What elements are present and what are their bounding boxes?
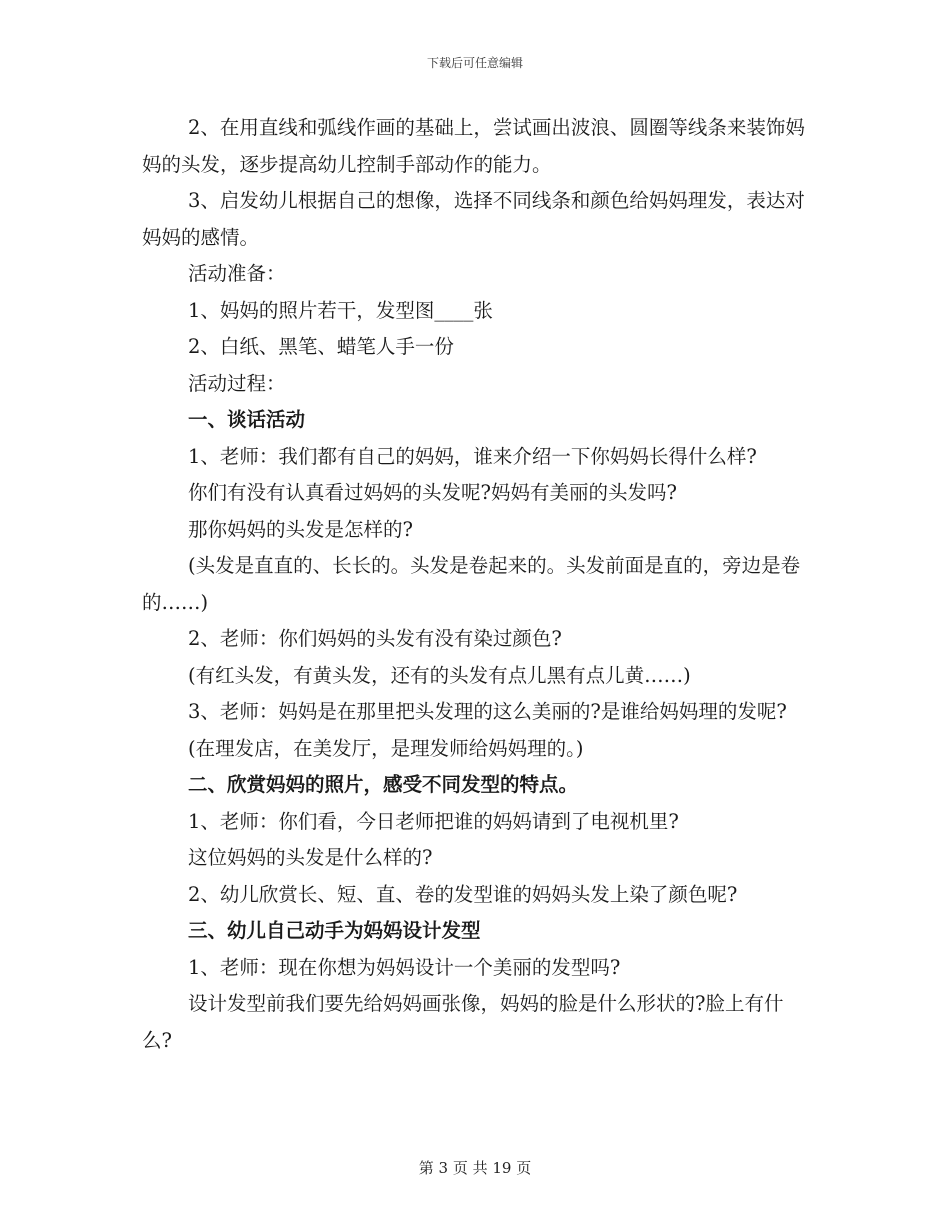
page-header: 下载后可任意编辑 [426,56,523,70]
paragraph: 3、启发幼儿根据自己的想像，选择不同线条和颜色给妈妈理发，表达对妈妈的感情。 [142,189,805,249]
page-footer: 第 3 页 共 19 页 [418,1159,532,1177]
paragraph: 这位妈妈的头发是什么样的? [188,846,433,869]
paragraph: 活动过程： [188,371,286,395]
paragraph: 3、老师：妈妈是在那里把头发理的这么美丽的?是谁给妈妈理的发呢? [188,700,787,723]
section-heading: 三、幼儿自己动手为妈妈设计发型 [188,919,481,942]
paragraph: (在理发店，在美发厅，是理发师给妈妈理的。) [188,736,584,760]
paragraph: 1、老师：现在你想为妈妈设计一个美丽的发型吗? [188,955,621,979]
paragraph: 那你妈妈的头发是怎样的? [188,517,413,541]
document-body [142,110,812,1059]
paragraph: (头发是直直的、长长的。头发是卷起来的。头发前面是直的，旁边是卷的……) [142,554,801,614]
paragraph: 2、幼儿欣赏长、短、直、卷的发型谁的妈妈头发上染了颜色呢? [188,882,738,906]
paragraph: 1、老师：我们都有自己的妈妈，谁来介绍一下你妈妈长得什么样? [188,444,757,468]
paragraph: 2、在用直线和弧线作画的基础上，尝试画出波浪、圆圈等线条来装饰妈妈的头发，逐步提高幼儿控制手部动作的能力。 [142,116,805,176]
paragraph: 2、老师：你们妈妈的头发有没有染过颜色? [188,627,562,650]
paragraph: 设计发型前我们要先给妈妈画张像，妈妈的脸是什么形状的?脸上有什么? [142,992,784,1052]
paragraph: (有红头发，有黄头发，还有的头发有点儿黑有点儿黄……) [188,663,691,687]
section-heading: 一、谈话活动 [188,408,306,431]
paragraph: 你们有没有认真看过妈妈的头发呢?妈妈有美丽的头发吗? [188,481,677,504]
paragraph: 1、妈妈的照片若干，发型图____张 [188,298,493,322]
paragraph: 2、白纸、黑笔、蜡笔人手一份 [188,335,454,358]
paragraph: 1、老师：你们看，今日老师把谁的妈妈请到了电视机里? [188,809,679,833]
paragraph: 活动准备： [188,262,286,285]
section-heading: 二、欣赏妈妈的照片，感受不同发型的特点。 [188,773,579,796]
